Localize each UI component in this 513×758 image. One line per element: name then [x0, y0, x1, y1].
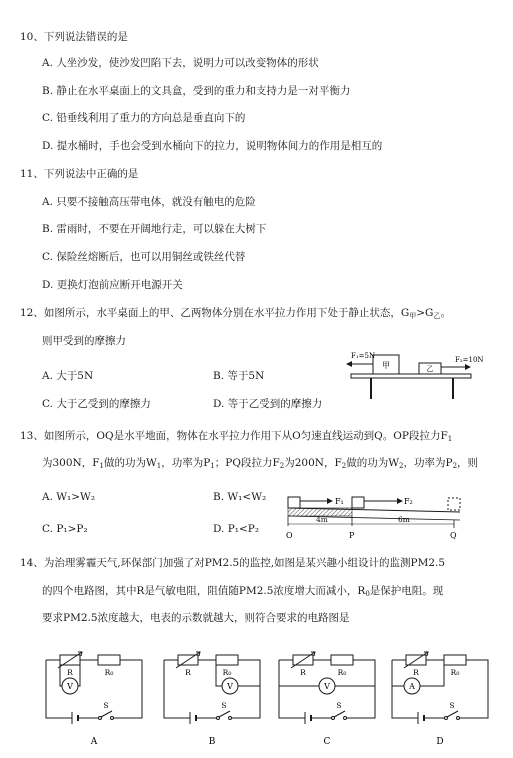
wire [164, 660, 260, 718]
r0-label: R₀ [222, 668, 232, 677]
meter-label: V [67, 682, 73, 691]
q12-option-d: D. 等于乙受到的摩擦力 [213, 398, 323, 410]
block-yi-label: 乙 [426, 365, 434, 373]
table-top [351, 374, 471, 378]
resistor-r0 [216, 655, 238, 665]
q11-option-c: C. 保险丝熔断后，也可以用铜丝或铁丝代替 [42, 251, 246, 263]
circuit-A [42, 644, 152, 756]
q14-line-1: 14、为治理雾霾天气,环保部门加强了对PM2.5的监控,如图是某兴趣小组设计的监测PM2.5 [20, 557, 446, 569]
q11-option-a: A. 只要不接触高压带电体，就没有触电的危险 [42, 196, 256, 208]
switch-lever [334, 711, 345, 717]
ground-line-lower [288, 516, 460, 520]
switch-lever [101, 711, 112, 717]
circuit-C [275, 644, 385, 756]
resistor-r0 [331, 655, 353, 665]
circuit-option-label: C [323, 737, 331, 747]
q12-stem: 12、如图所示，水平桌面上的甲、乙两物体分别在水平拉力作用下处于静止状态，$G_甲>G_乙$。 [20, 307, 451, 320]
q10-stem: 10、下列说法错误的是 [20, 31, 128, 43]
distance-pq: 6m [398, 515, 410, 524]
q12-option-a: A. 大于5N [42, 370, 94, 382]
switch-label: S [449, 701, 455, 710]
switch-contact [229, 717, 232, 720]
f2-label: F₂=10N [455, 356, 484, 364]
r0-label: R₀ [337, 668, 347, 677]
circuit-option-label: D [436, 737, 444, 747]
q10-option-a: A. 人坐沙发，使沙发凹陷下去，说明力可以改变物体的形状 [42, 57, 319, 69]
q11-stem: 11、下列说法中正确的是 [20, 168, 139, 180]
r-label: R [300, 668, 306, 677]
switch-contact [457, 717, 460, 720]
q13-option-d: D. P₁<P₂ [213, 523, 260, 535]
switch-lever [447, 711, 458, 717]
q13-option-a: A. W₁>W₂ [42, 491, 96, 503]
circuit-option-label: B [208, 737, 216, 747]
f1-label: F₁ [335, 497, 344, 506]
switch-contact [111, 717, 114, 720]
q13-line-1: 13、如图所示，OQ是水平地面，物体在水平拉力作用下从O匀速直线运动到Q。OP段拉力$F_1$ [20, 430, 453, 443]
q12-stem-2: 则甲受到的摩擦力 [42, 335, 126, 347]
switch-lever [219, 711, 230, 717]
q13-line-2: 为300N，$F_1$做的功为$W_1$，功率为$P_1$；PQ段拉力$F_2$为200N，$F_2$做的功为$W_2$，功率为$P_2$，则 [42, 457, 479, 470]
r0-label: R₀ [450, 668, 460, 677]
q14-line-2: 的四个电路图，其中R是气敏电阻，阻值随PM2.5浓度增大而减小，$R_0$是保护电阻。现 [42, 585, 444, 598]
point-o: O [286, 531, 293, 540]
r-label: R [67, 668, 73, 677]
circuit-option-label: A [90, 737, 98, 747]
point-p: P [349, 531, 355, 540]
block-at-p [352, 497, 364, 508]
q10-option-c: C. 铅垂线利用了重力的方向总是垂直向下的 [42, 112, 246, 124]
f2-label: F₂ [404, 497, 413, 506]
q10-option-d: D. 提水桶时，手也会受到水桶向下的拉力，说明物体间力的作用是相互的 [42, 140, 383, 152]
q11-option-d: D. 更换灯泡前应断开电源开关 [42, 279, 183, 291]
q12-figure [335, 345, 497, 403]
switch-label: S [221, 701, 227, 710]
f1-label: F₁=5N [351, 352, 376, 360]
switch-contact [344, 717, 347, 720]
switch-label: S [336, 701, 342, 710]
circuit-B [160, 644, 270, 756]
q13-figure [280, 486, 485, 542]
block-at-q [448, 498, 460, 510]
q13-option-c: C. P₁>P₂ [42, 523, 88, 535]
circuit-D [388, 644, 498, 756]
resistor-r0 [98, 655, 120, 665]
r-label: R [185, 668, 191, 677]
resistor-r0 [444, 655, 466, 665]
meter-label: V [227, 682, 233, 691]
q14-line-3: 要求PM2.5浓度越大，电表的示数就越大，则符合要求的电路图是 [42, 612, 350, 624]
distance-op: 4m [316, 515, 328, 524]
q10-option-b: B. 静止在水平桌面上的文具盒，受到的重力和支持力是一对平衡力 [42, 85, 351, 97]
meter-label: A [409, 682, 415, 691]
q13-option-b: B. W₁<W₂ [213, 491, 267, 503]
r0-label: R₀ [104, 668, 114, 677]
block-at-o [288, 497, 300, 508]
point-q: Q [450, 531, 457, 540]
switch-label: S [103, 701, 109, 710]
q11-option-b: B. 雷雨时，不要在开阔地行走，可以躲在大树下 [42, 223, 267, 235]
meter-label: V [324, 682, 330, 691]
q12-option-b: B. 等于5N [213, 370, 265, 382]
r-label: R [413, 668, 419, 677]
block-jia-label: 甲 [382, 361, 390, 370]
q12-option-c: C. 大于乙受到的摩擦力 [42, 398, 151, 410]
